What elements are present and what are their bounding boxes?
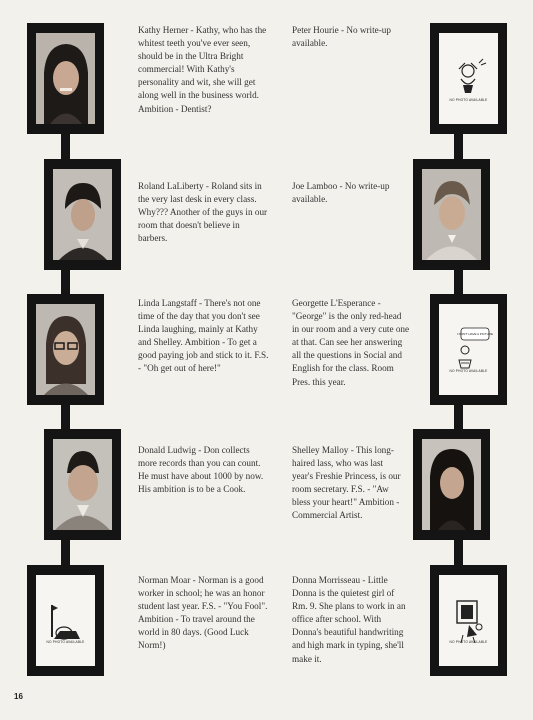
photo-frame-hourie: [430, 23, 507, 134]
photo-frame-moar: [27, 565, 104, 676]
bio-text: Donna Morrisseau - Little Donna is the quietest girl of Rm. 9. She plans to work in an office after school. With Donna's beautiful handwriting and high mark in typing, she'll make it.: [292, 575, 406, 664]
bio-text: Linda Langstaff - There's not one time of the day that you don't see Linda laughing, mainly at Kathy and Shelley. Ambition - To get a good paying job and stick to it. F.S. - "Oh get out of here!": [138, 298, 269, 374]
bio-malloy: [292, 444, 406, 523]
cartoon-figure-icon: [439, 33, 498, 124]
portrait-photo: [36, 33, 95, 124]
bio-hourie: [292, 24, 400, 50]
bio-laliberty: [138, 180, 270, 245]
bio-text: Peter Hourie - No write-up available.: [292, 25, 391, 49]
no-photo-caption: NO PHOTO AVAILABLE: [449, 98, 488, 102]
bio-text: Roland LaLiberty - Roland sits in the very last desk in every class. Why??? Another of the guys in our room that doesn't believe in barbers.: [138, 181, 268, 244]
bio-text: Donald Ludwig - Don collects more records than you can count. He must have about 1000 by now. His ambition is to be a Cook.: [138, 445, 264, 495]
no-photo-placeholder: [36, 575, 95, 666]
no-photo-caption: NO PHOTO AVAILABLE: [449, 640, 488, 644]
bio-herner: [138, 24, 270, 116]
no-photo-placeholder: [439, 575, 498, 666]
bio-text: Kathy Herner - Kathy, who has the whitest teeth you've ever seen, should be in the Ultra Bright commercial! With Kathy's personality and wit, she will get along well in the business world. Ambition - Dentist?: [138, 25, 267, 114]
bio-text: Norman Moar - Norman is a good worker in school; he was an honor student last year. F.S. - "You Fool". Ambition - To travel around the world in 80 days. (Good Luck Norm!): [138, 575, 268, 651]
no-photo-placeholder: [439, 33, 498, 124]
bio-ludwig: [138, 444, 270, 496]
photo-frame-herner: [27, 23, 104, 134]
photo-frame-malloy: [413, 429, 490, 540]
photo-frame-ludwig: [44, 429, 121, 540]
bio-lamboo: [292, 180, 400, 206]
no-photo-placeholder: [439, 304, 498, 395]
bio-lesperance: [292, 297, 410, 389]
portrait-photo: [36, 304, 95, 395]
typewriter-cartoon-icon: [36, 575, 95, 666]
photo-frame-langstaff: [27, 294, 104, 405]
bio-morrisseau: [292, 574, 408, 666]
page-number: 16: [14, 692, 23, 701]
bio-langstaff: [138, 297, 270, 376]
photo-frame-morrisseau: [430, 565, 507, 676]
portrait-photo: [422, 169, 481, 260]
bio-moar: [138, 574, 278, 653]
picture-frame-cartoon-icon: [439, 575, 498, 666]
no-photo-caption: NO PHOTO AVAILABLE: [46, 640, 85, 644]
portrait-photo: [53, 439, 112, 530]
bio-text: Georgette L'Esperance - "George" is the only red-head in our room and a very cute one at that. Can see her answering all the questions in Social and English for the class. Room Pres. this year.: [292, 298, 410, 387]
speech-bubble-text: I DON'T HAVE A PICTURE: [457, 332, 493, 336]
bio-text: Joe Lamboo - No write-up available.: [292, 181, 390, 205]
cartoon-speech-icon: [439, 304, 498, 395]
photo-frame-lesperance: [430, 294, 507, 405]
photo-frame-lamboo: [413, 159, 490, 270]
photo-frame-laliberty: [44, 159, 121, 270]
portrait-photo: [53, 169, 112, 260]
portrait-photo: [422, 439, 481, 530]
bio-text: Shelley Malloy - This long-haired lass, who was last year's Freshie Princess, is our room secretary. F.S. - "Aw bless your heart!" Ambition - Commercial Artist.: [292, 445, 401, 521]
no-photo-caption: NO PHOTO AVAILABLE: [449, 369, 488, 373]
